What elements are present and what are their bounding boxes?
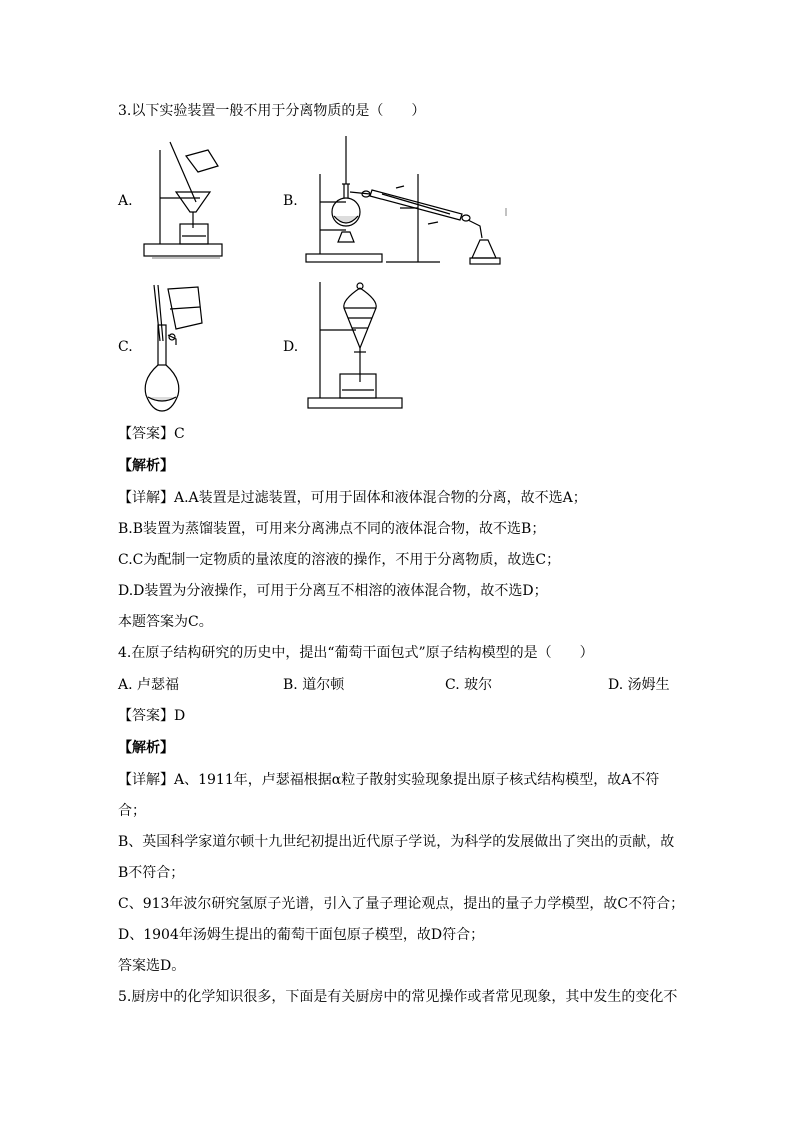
q3-conclusion: 本题答案为C。 — [118, 614, 213, 630]
q3-option-c-label: C. — [118, 339, 133, 355]
q3-detail-2: B.B装置为蒸馏装置，可用来分离沸点不同的液体混合物，故不选B； — [118, 521, 546, 537]
q4-answer: 【答案】D — [118, 708, 186, 724]
q3-detail-4: D.D装置为分液操作，可用于分离互不相溶的液体混合物，故不选D； — [118, 583, 548, 599]
filtration-apparatus-figure — [140, 140, 230, 262]
q4-option-b: B. 道尔顿 — [283, 677, 345, 693]
q3-analysis-title: 【解析】 — [118, 458, 174, 474]
distillation-apparatus-figure — [300, 134, 512, 266]
volumetric-flask-figure — [136, 283, 226, 415]
q3-detail-3: C.C为配制一定物质的量浓度的溶液的操作，不用于分离物质，故选C； — [118, 552, 561, 568]
q4-option-c: C. 玻尔 — [445, 677, 493, 693]
q4-detail-1a: 【详解】A、1911年，卢瑟福根据α粒子散射实验现象提出原子核式结构模型，故A不符 — [118, 772, 660, 788]
q3-detail-1: 【详解】A.A装置是过滤装置，可用于固体和液体混合物的分离，故不选A； — [118, 490, 587, 506]
separatory-funnel-figure — [306, 278, 406, 412]
q4-detail-1b: 合； — [118, 803, 146, 819]
q4-option-a: A. 卢瑟福 — [118, 677, 180, 693]
q3-answer: 【答案】C — [118, 426, 185, 442]
q5-stem: 5.厨房中的化学知识很多，下面是有关厨房中的常见操作或者常见现象，其中发生的变化不 — [118, 989, 678, 1005]
q4-detail-4: D、1904年汤姆生提出的葡萄干面包原子模型，故D符合； — [118, 927, 485, 943]
q3-option-b-label: B. — [283, 193, 298, 209]
q4-analysis-title: 【解析】 — [118, 740, 174, 756]
q3-option-d-label: D. — [283, 339, 299, 355]
q4-detail-2a: B、英国科学家道尔顿十九世纪初提出近代原子学说，为科学的发展做出了突出的贡献，故 — [118, 834, 675, 850]
q4-conclusion: 答案选D。 — [118, 958, 186, 974]
q3-option-a-label: A. — [118, 193, 133, 209]
q4-detail-3: C、913年波尔研究氢原子光谱，引入了量子理论观点，提出的量子力学模型，故C不符合； — [118, 896, 685, 912]
q4-stem: 4.在原子结构研究的历史中，提出“葡萄干面包式”原子结构模型的是（ ） — [118, 645, 594, 661]
q4-option-d: D. 汤姆生 — [608, 677, 670, 693]
q3-stem: 3.以下实验装置一般不用于分离物质的是（ ） — [118, 103, 426, 119]
q4-detail-2b: B不符合； — [118, 865, 185, 881]
